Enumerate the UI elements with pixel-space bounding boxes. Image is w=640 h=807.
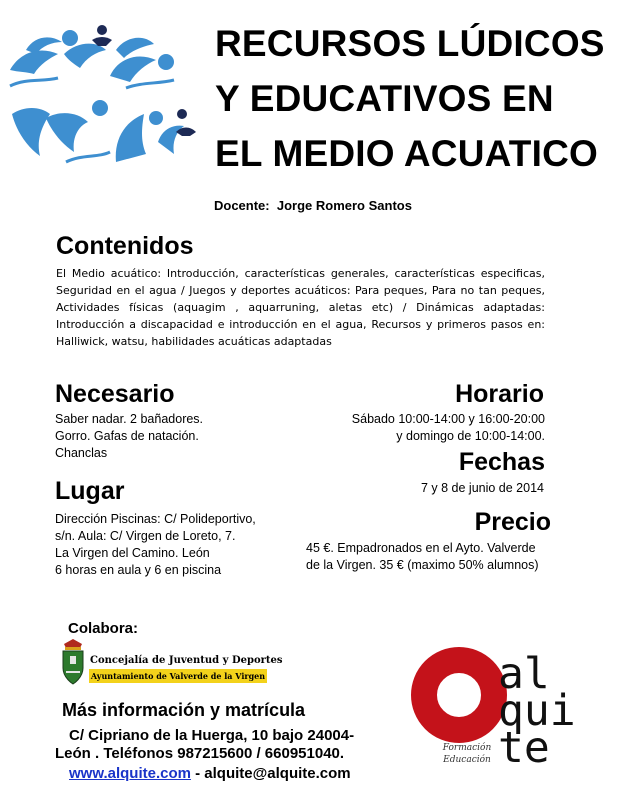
title-line-3: EL MEDIO ACUATICO	[215, 133, 598, 174]
precio-line: de la Virgen. 35 € (maximo 50% alumnos)	[306, 558, 539, 572]
precio-heading: Precio	[474, 508, 551, 536]
logo-text-line: al	[498, 649, 550, 699]
contenidos-heading: Contenidos	[56, 232, 194, 260]
docente-label: Docente:	[214, 198, 270, 213]
address-line-1: C/ Cipriano de la Huerga, 10 bajo 24004-	[69, 727, 355, 744]
necesario-line: Chanclas	[55, 446, 108, 460]
logo-text-line: qui	[498, 686, 576, 736]
fechas-body: 7 y 8 de junio de 2014	[420, 481, 544, 495]
necesario-line: Saber nadar. 2 bañadores.	[55, 412, 204, 426]
horario-heading: Horario	[455, 380, 544, 408]
contenidos-body: El Medio acuático: Introducción, características generales, características especificas, Seguridad en el agua / Juegos y deportes acuáticos: Para peques, Para no tan peques, Actividades físicas (aquagim , aquarruning, aletas etc) / Dinámicas adaptadas: Introducción a discapacidad e introducción en el agua, Recursos y primeros pasos en: Halliwick, watsu, habilidades acuáticas adaptadas	[56, 267, 545, 348]
necesario-heading: Necesario	[55, 380, 175, 408]
lugar-line: Dirección Piscinas: C/ Polideportivo,	[55, 512, 256, 526]
email-text: - alquite@alquite.com	[190, 765, 351, 782]
precio-line: 45 €. Empadronados en el Ayto. Valverde	[306, 541, 536, 555]
necesario-line: Gorro. Gafas de natación.	[55, 429, 199, 443]
horario-line: Sábado 10:00-14:00 y 16:00-20:00	[351, 412, 545, 426]
precio-body	[306, 540, 552, 574]
horario-line: y domingo de 10:00-14:00.	[396, 429, 545, 443]
horario-body	[300, 411, 545, 445]
lugar-line: La Virgen del Camino. León	[55, 546, 210, 560]
logo-tagline	[434, 742, 500, 766]
fechas-heading: Fechas	[458, 448, 545, 476]
docente-line	[214, 198, 412, 213]
title-line-2: Y EDUCATIVOS EN	[215, 78, 554, 119]
logo-tagline-line: Formación	[442, 743, 492, 753]
lugar-body	[55, 511, 256, 579]
lugar-heading: Lugar	[55, 477, 125, 505]
contact-line	[69, 765, 351, 782]
mas-info-heading: Más información y matrícula	[62, 700, 306, 720]
website-link[interactable]: www.alquite.com	[69, 765, 191, 782]
swimmers-illustration-icon	[6, 22, 202, 170]
lugar-line: s/n. Aula: C/ Virgen de Loreto, 7.	[55, 529, 236, 543]
concejalia-label: Concejalía de Juventud y Deportes	[90, 655, 283, 666]
alquite-logo-icon	[411, 647, 507, 743]
docente-name: Jorge Romero Santos	[276, 198, 412, 213]
municipal-shield-icon	[60, 638, 86, 686]
necesario-body	[55, 411, 203, 462]
logo-text-line: te	[498, 723, 550, 773]
page-title	[215, 16, 635, 181]
logo-tagline-line: Educación	[443, 755, 491, 765]
ayuntamiento-badge: Ayuntamiento de Valverde de la Virgen	[90, 671, 266, 681]
title-line-1: RECURSOS LÚDICOS	[215, 23, 605, 64]
address-line-2: León . Teléfonos 987215600 / 660951040.	[55, 745, 345, 762]
colabora-label: Colabora:	[68, 620, 139, 637]
lugar-line: 6 horas en aula y 6 en piscina	[55, 563, 222, 577]
